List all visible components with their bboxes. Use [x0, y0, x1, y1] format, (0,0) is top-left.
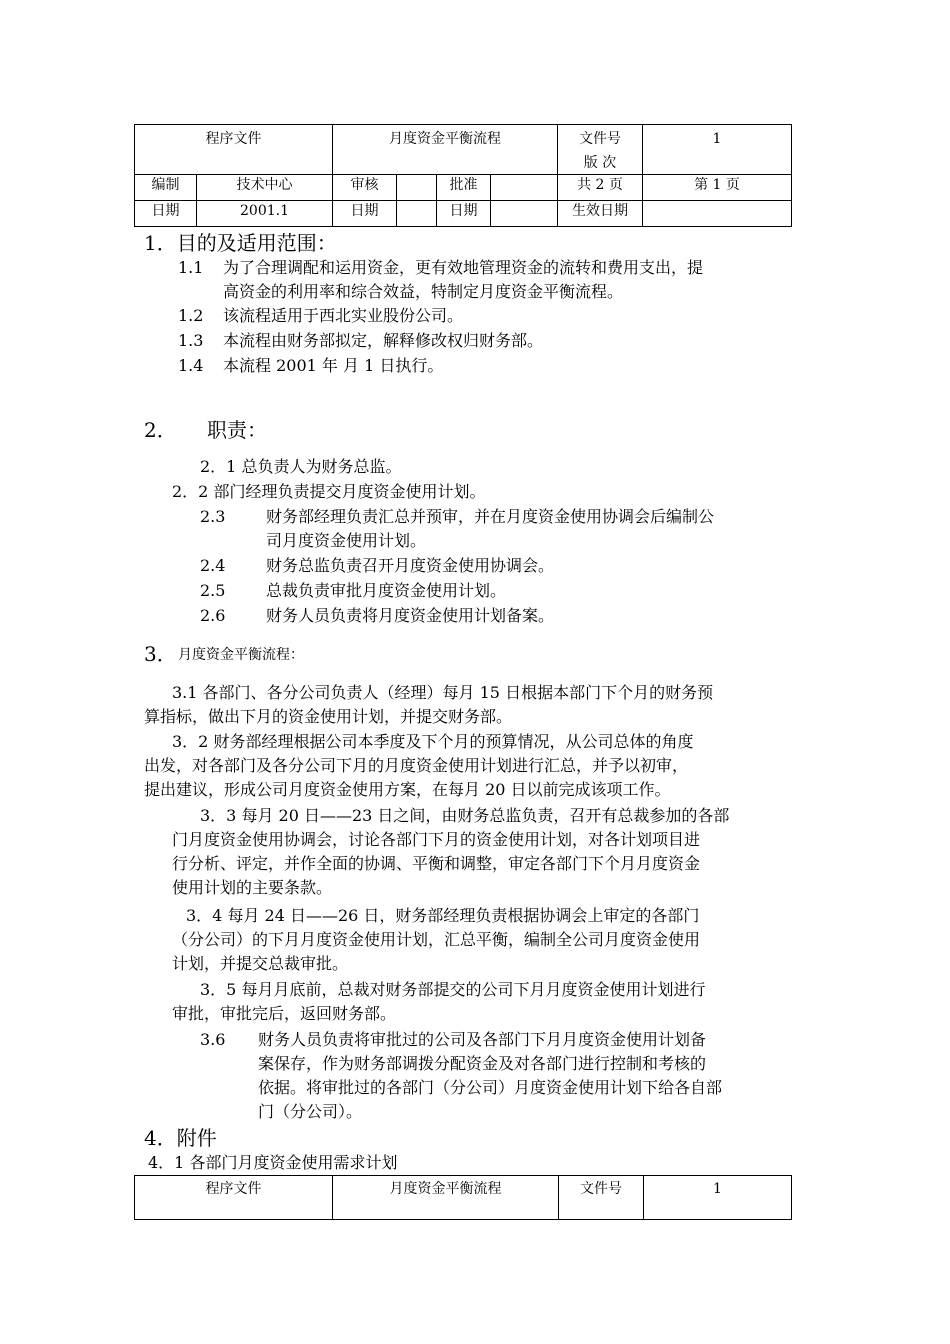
header-doc-no-value: 1	[643, 125, 792, 175]
cell-r3-6: 生效日期	[558, 201, 643, 227]
cell-r2-2: 审核	[333, 175, 397, 201]
para-3-3-line1: 3．3 每月 20 日——23 日之间，由财务总监负责，召开有总裁参加的各部	[200, 806, 730, 825]
footer-doc-type: 程序文件	[135, 1176, 333, 1220]
cell-r3-5	[491, 201, 558, 227]
para-3-3-line4: 使用计划的主要条款。	[172, 878, 333, 897]
para-3-6-line4: 门（分公司）。	[258, 1102, 363, 1121]
section-4-sub: 4．1 各部门月度资金使用需求计划	[148, 1153, 398, 1172]
item-1-2-text: 该流程适用于西北实业股份公司。	[223, 306, 464, 325]
item-2-3-line2: 司月度资金使用计划。	[266, 531, 427, 550]
item-1-1-line1: 为了合理调配和运用资金，更有效地管理资金的流转和费用支出，提	[223, 258, 704, 277]
item-2-2: 2．2 部门经理负责提交月度资金使用计划。	[172, 482, 486, 501]
doc-no-label: 文件号	[579, 131, 621, 147]
footer-doc-title: 月度资金平衡流程	[333, 1176, 559, 1220]
para-3-4-line3: 计划，并提交总裁审批。	[172, 954, 349, 973]
section-2-title: 职责：	[207, 418, 267, 442]
section-3-title: 月度资金平衡流程：	[178, 647, 304, 663]
para-3-6-num: 3.6	[200, 1030, 226, 1049]
cell-r3-1: 2001.1	[197, 201, 333, 227]
version-label: 版 次	[583, 155, 617, 171]
para-3-2-line3: 提出建议，形成公司月度资金使用方案，在每月 20 日以前完成该项工作。	[144, 780, 671, 799]
cell-r3-4: 日期	[437, 201, 491, 227]
footer-doc-no-label: 文件号	[559, 1176, 644, 1220]
para-3-5-line2: 审批，审批完后，返回财务部。	[172, 1004, 397, 1023]
footer-table	[134, 1175, 792, 1220]
para-3-6-line3: 依据。将审批过的各部门（分公司）月度资金使用计划下给各自部	[258, 1078, 723, 1097]
item-1-4-text: 本流程 2001 年 月 1 日执行。	[223, 356, 444, 375]
item-2-4-num: 2.4	[200, 556, 226, 575]
para-3-3-line2: 门月度资金使用协调会，讨论各部门下月的资金使用计划，对各计划项目进	[172, 830, 701, 849]
item-1-4-num: 1.4	[178, 356, 204, 375]
item-2-1: 2．1 总负责人为财务总监。	[200, 457, 402, 476]
cell-r3-2: 日期	[333, 201, 397, 227]
cell-r3-0: 日期	[135, 201, 197, 227]
item-1-2-num: 1.2	[178, 306, 204, 325]
cell-r2-4: 批准	[437, 175, 491, 201]
item-2-3-line1: 财务部经理负责汇总并预审，并在月度资金使用协调会后编制公	[266, 507, 715, 526]
cell-r3-7	[643, 201, 792, 227]
cell-r2-3	[397, 175, 437, 201]
para-3-6-line1: 财务人员负责将审批过的公司及各部门下月月度资金使用计划备	[258, 1030, 707, 1049]
item-2-5-text: 总裁负责审批月度资金使用计划。	[266, 581, 507, 600]
item-1-3-text: 本流程由财务部拟定，解释修改权归财务部。	[223, 331, 544, 350]
item-1-1-line2: 高资金的利用率和综合效益，特制定月度资金平衡流程。	[223, 282, 624, 301]
para-3-1-line1: 3.1 各部门、各分公司负责人（经理）每月 15 日根据本部门下个月的财务预	[172, 683, 714, 702]
cell-r3-3	[397, 201, 437, 227]
header-table	[134, 124, 792, 227]
header-doc-title: 月度资金平衡流程	[333, 125, 558, 175]
item-2-4-text: 财务总监负责召开月度资金使用协调会。	[266, 556, 555, 575]
section-3-num: 3．	[144, 642, 177, 666]
section-4-heading: 4．附件	[144, 1126, 217, 1150]
item-2-6-text: 财务人员负责将月度资金使用计划备案。	[266, 606, 555, 625]
section-1-heading: 1．目的及适用范围：	[144, 231, 337, 255]
section-2-num: 2．	[144, 418, 177, 442]
para-3-4-line1: 3．4 每月 24 日——26 日，财务部经理负责根据协调会上审定的各部门	[186, 906, 700, 925]
cell-r2-0: 编制	[135, 175, 197, 201]
item-1-1-num: 1.1	[178, 258, 204, 277]
para-3-4-line2: （分公司）的下月月度资金使用计划，汇总平衡，编制全公司月度资金使用	[172, 930, 701, 949]
item-2-6-num: 2.6	[200, 606, 226, 625]
para-3-6-line2: 案保存，作为财务部调拨分配资金及对各部门进行控制和考核的	[258, 1054, 707, 1073]
para-3-2-line2: 出发，对各部门及各分公司下月的月度资金使用计划进行汇总，并予以初审，	[144, 756, 689, 775]
para-3-2-line1: 3．2 财务部经理根据公司本季度及下个月的预算情况，从公司总体的角度	[172, 732, 694, 751]
cell-r2-1: 技术中心	[197, 175, 333, 201]
para-3-5-line1: 3．5 每月月底前，总裁对财务部提交的公司下月月度资金使用计划进行	[200, 980, 706, 999]
item-2-3-num: 2.3	[200, 507, 226, 526]
header-doc-no-cell	[558, 125, 643, 175]
footer-doc-no-value: 1	[644, 1176, 792, 1220]
cell-r2-5	[491, 175, 558, 201]
header-doc-type: 程序文件	[135, 125, 333, 175]
para-3-1-line2: 算指标，做出下月的资金使用计划，并提交财务部。	[144, 707, 513, 726]
item-1-3-num: 1.3	[178, 331, 204, 350]
item-2-5-num: 2.5	[200, 581, 226, 600]
cell-r2-6: 共 2 页	[558, 175, 643, 201]
para-3-3-line3: 行分析、评定，并作全面的协调、平衡和调整，审定各部门下个月月度资金	[172, 854, 701, 873]
cell-r2-7: 第 1 页	[643, 175, 792, 201]
